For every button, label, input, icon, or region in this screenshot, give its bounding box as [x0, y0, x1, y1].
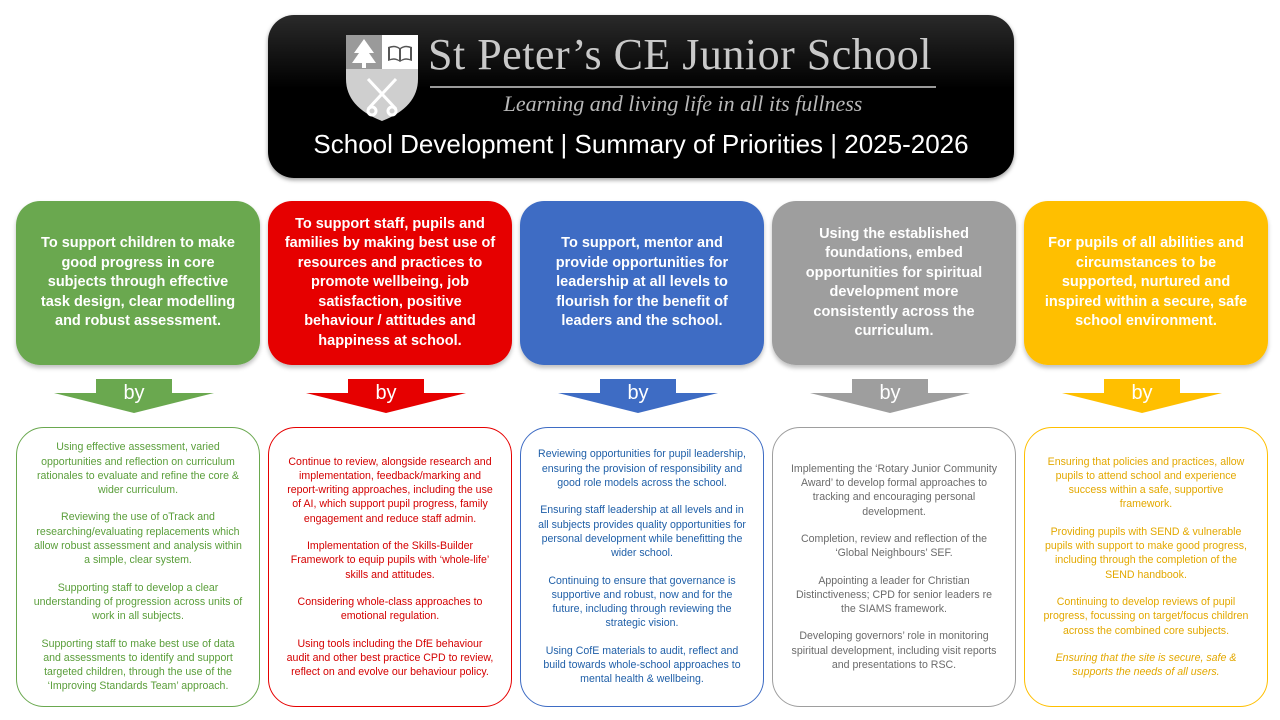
school-name: St Peter’s CE Junior School: [428, 30, 933, 79]
priority-column-3: [520, 201, 764, 706]
school-motto: Learning and living life in all its fullness: [503, 91, 863, 116]
action-item: Using effective assessment, varied opportunities and reflection on curriculum rationales to evaluate and refine the core & wider curriculum.: [36, 441, 239, 497]
priority-card: For pupils of all abilities and circumstances to be supported, nurtured and inspired within a secure, safe school environment.: [1024, 201, 1268, 365]
action-item: Continuing to develop reviews of pupil progress, focussing on target/focus children across the combined core subjects.: [1043, 595, 1249, 637]
priority-card: To support, mentor and provide opportunities for leadership at all levels to flourish for the benefit of leaders and the school.: [520, 201, 764, 365]
by-label: by: [627, 382, 649, 404]
action-item: Ensuring that the site is secure, safe & supports the needs of all users.: [1055, 651, 1237, 679]
action-item: Supporting staff to make best use of data and assessments to identify and support targeted children, through the use of the ‘Improving Standards Team’ approach.: [41, 637, 235, 693]
by-label: by: [1131, 382, 1153, 404]
action-item: Appointing a leader for Christian Distinctiveness; CPD for senior leaders re the SIAMS framework.: [795, 574, 993, 616]
priority-card: Using the established foundations, embed opportunities for spiritual development more consistently across the curriculum.: [772, 201, 1016, 365]
action-item: Ensuring staff leadership at all levels and in all subjects provides quality opportunities for personal development while benefitting the wider school.: [538, 504, 746, 560]
action-item: Developing governors’ role in monitoring spiritual development, including visit reports and presentations to RSC.: [791, 630, 997, 671]
actions-box: [772, 427, 1016, 707]
action-item: Reviewing the use of oTrack and researching/evaluating replacements which allow robust assessment and analysis within a simple, clear system.: [34, 511, 242, 567]
action-item: Providing pupils with SEND & vulnerable pupils with support to make good progress, including through the completion of the SEND handbook.: [1045, 525, 1247, 581]
action-item: Ensuring that policies and practices, allow pupils to attend school and experience success within a safe, supportive framework.: [1047, 455, 1245, 511]
action-item: Reviewing opportunities for pupil leadership, ensuring the provision of responsibility and good role models across the school.: [538, 448, 746, 490]
action-item: Supporting staff to develop a clear understanding of progression across units of work in all subjects.: [33, 581, 243, 623]
actions-box: [1024, 427, 1268, 707]
school-crest-logo: [342, 33, 422, 123]
action-item: Continuing to ensure that governance is supportive and robust, now and for the future, including through reviewing the strategic vision.: [548, 574, 736, 630]
by-label: by: [375, 382, 397, 404]
actions-box: [16, 427, 260, 707]
action-item: Implementation of the Skills-Builder Framework to equip pupils with ‘whole-life’ skills and attitudes.: [290, 540, 490, 581]
action-item: Completion, review and reflection of the ‘Global Neighbours’ SEF.: [800, 532, 988, 560]
action-item: Implementing the ‘Rotary Junior Community Award’ to develop formal approaches to tracking and encouraging personal development.: [790, 462, 998, 518]
priority-column-5: [1024, 201, 1268, 706]
header-divider: [430, 86, 936, 88]
priority-column-1: [16, 201, 260, 706]
page-title: School Development | Summary of Priorities | 2025-2026: [313, 129, 969, 159]
by-label: by: [123, 382, 145, 404]
action-item: Using CofE materials to audit, reflect and build towards whole-school approaches to mental health & wellbeing.: [543, 644, 741, 686]
priority-column-4: [772, 201, 1016, 706]
actions-box: [268, 427, 512, 707]
priority-card: To support children to make good progress in core subjects through effective task design, clear modelling and robust assessment.: [16, 201, 260, 365]
priority-card: To support staff, pupils and families by making best use of resources and practices to promote wellbeing, job satisfaction, positive behaviour / attitudes and happiness at school.: [268, 201, 512, 365]
action-item: Using tools including the DfE behaviour audit and other best practice CPD to review, reflect on and evolve our behaviour policy.: [286, 637, 494, 679]
priority-column-2: [268, 201, 512, 706]
header-banner: [268, 15, 1014, 178]
by-label: by: [879, 382, 901, 404]
action-item: Considering whole-class approaches to emotional regulation.: [297, 595, 483, 623]
action-item: Continue to review, alongside research and implementation, feedback/marking and report-writing approaches, including the use of AI, which support pupil progress, family engagement and reduce staff admin.: [287, 455, 493, 525]
actions-box: [520, 427, 764, 707]
